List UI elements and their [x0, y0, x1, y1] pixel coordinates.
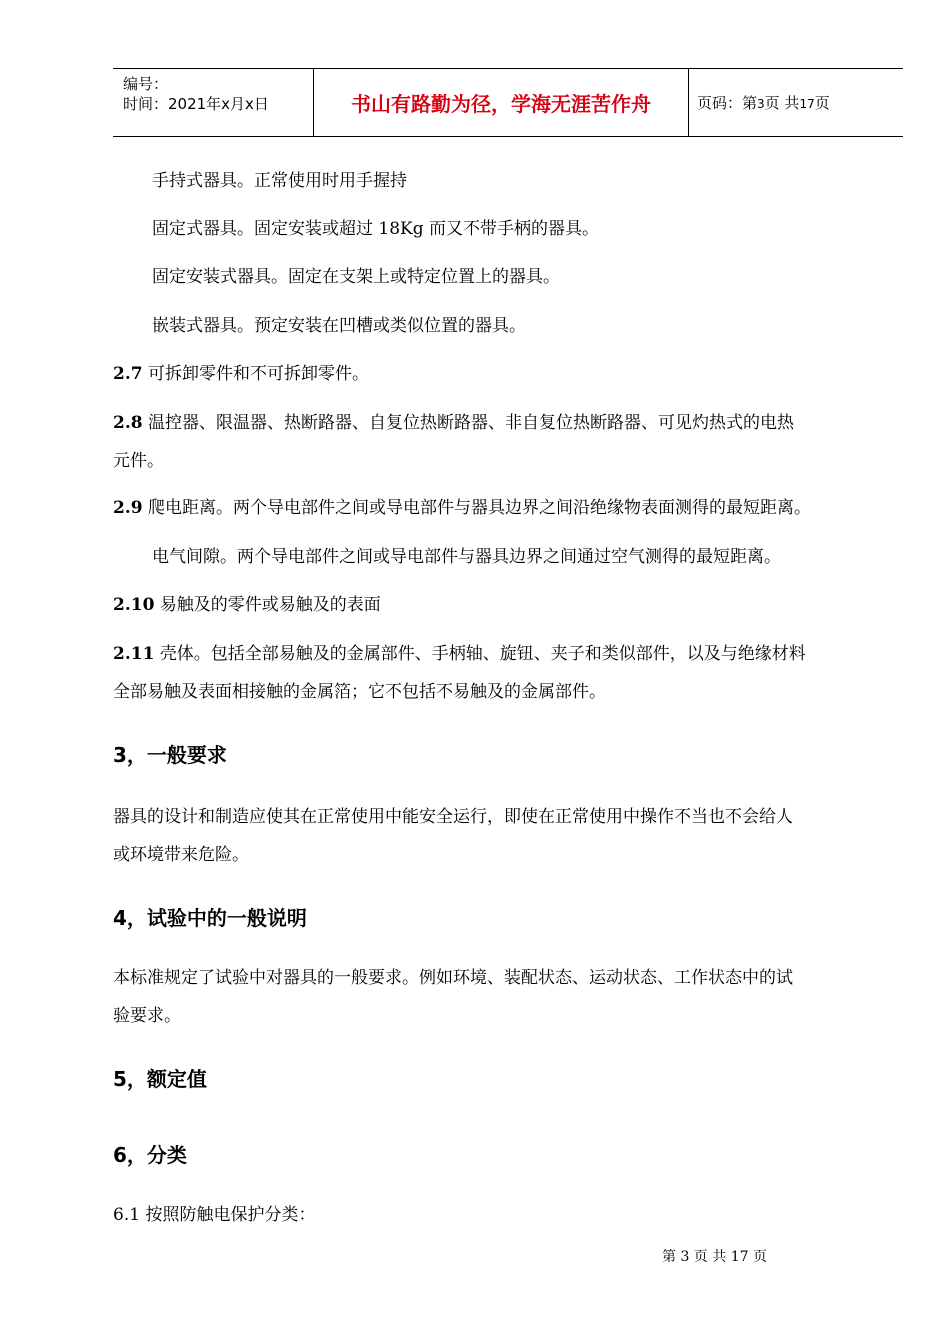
body-line [152, 266, 560, 288]
body-line [113, 412, 794, 434]
body-line [113, 681, 606, 703]
line-text: 易触及的零件或易触及的表面 [159, 595, 381, 615]
body-line [113, 363, 369, 385]
line-text: 爬电距离。两个导电部件之间或导电部件与器具边界之间沿绝缘物表面测得的最短距离。 [147, 498, 811, 518]
section-4-heading: 4，试验中的一般说明 [113, 906, 307, 930]
line-text: 壳体。包括全部易触及的金属部件、手柄轴、旋钮、夹子和类似部件，以及与绝缘材料 [159, 644, 806, 664]
line-text: 固定式器具。固定安装或超过 18Kg 而又不带手柄的器具。 [152, 219, 600, 239]
line-text: 可拆卸零件和不可拆卸零件。 [147, 364, 369, 384]
body-line [113, 450, 164, 472]
page-prefix: 页码：第 [697, 94, 758, 112]
line-text: 温控器、限温器、热断路器、自复位热断路器、非自复位热断路器、可见灼热式的电热 [147, 413, 794, 433]
item-number: 2.7 [113, 364, 143, 384]
item-number: 2.8 [113, 413, 143, 433]
page-current: 3 [757, 97, 765, 111]
body-line [152, 546, 781, 568]
page-middle: 页 共 [764, 94, 800, 112]
line-text: 嵌装式器具。预定安装在凹槽或类似位置的器具。 [152, 316, 526, 336]
section-3-para: 或环境带来危险。 [113, 845, 249, 865]
line-text: 电气间隙。两个导电部件之间或导电部件与器具边界之间通过空气测得的最短距离。 [152, 547, 781, 567]
header-motto: 书山有路勤为径，学海无涯苦作舟 [314, 69, 689, 136]
header-page-cell [689, 69, 903, 136]
header-info-cell [113, 69, 314, 136]
section-6-heading: 6，分类 [113, 1143, 187, 1167]
item-number: 2.10 [113, 595, 155, 615]
body-line [152, 315, 526, 337]
section-5-heading: 5，额定值 [113, 1067, 207, 1091]
section-3-heading: 3，一般要求 [113, 743, 227, 767]
number-label: 编号： [123, 75, 169, 93]
item-number: 2.9 [113, 498, 143, 518]
time-label: 时间：2021年x月x日 [123, 95, 269, 113]
line-text: 手持式器具。正常使用时用手握持 [152, 171, 407, 191]
page-suffix: 页 [814, 94, 830, 112]
item-number: 2.11 [113, 644, 155, 664]
page-header [113, 68, 903, 137]
page-footer: 第 3 页 共 17 页 [662, 1249, 767, 1265]
line-text: 元件。 [113, 451, 164, 471]
page-total: 17 [799, 97, 815, 111]
line-text: 全部易触及表面相接触的金属箔；它不包括不易触及的金属部件。 [113, 682, 606, 702]
body-line [113, 643, 806, 665]
body-line [113, 497, 811, 519]
body-line [152, 170, 407, 192]
body-line [113, 594, 381, 616]
section-4-para: 验要求。 [113, 1006, 181, 1026]
line-text: 固定安装式器具。固定在支架上或特定位置上的器具。 [152, 267, 560, 287]
section-6-sub: 6.1 按照防触电保护分类： [113, 1205, 316, 1225]
section-4-para: 本标准规定了试验中对器具的一般要求。例如环境、装配状态、运动状态、工作状态中的试 [113, 968, 793, 988]
section-3-para: 器具的设计和制造应使其在正常使用中能安全运行，即使在正常使用中操作不当也不会给人 [113, 807, 793, 827]
body-line [152, 218, 599, 240]
